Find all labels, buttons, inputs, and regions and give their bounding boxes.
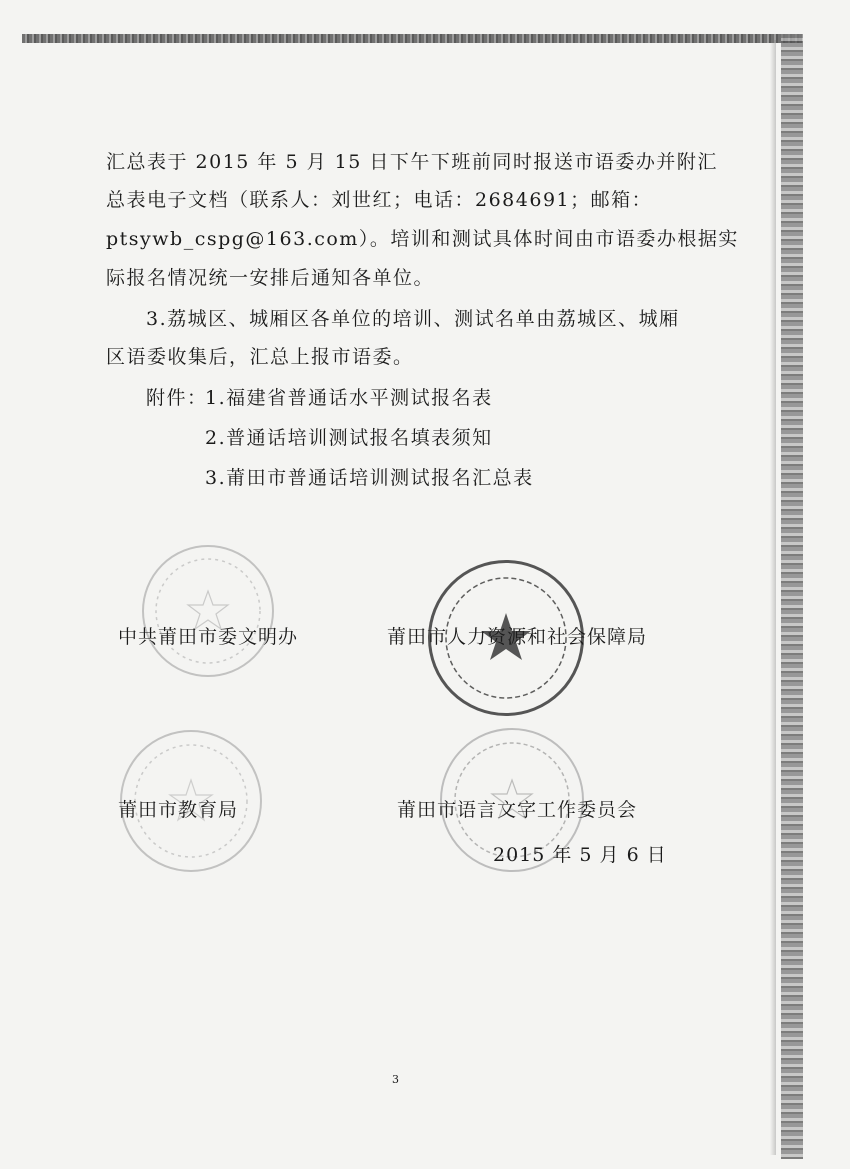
attachment-item: 1.福建省普通话水平测试报名表 xyxy=(205,387,493,409)
signer-hr-bureau: 莆田市人力资源和社会保障局 xyxy=(387,626,648,648)
scan-edge-right xyxy=(781,34,803,1159)
signer-language-committee: 莆田市语言文字工作委员会 xyxy=(397,799,638,821)
body-line: 区语委收集后，汇总上报市语委。 xyxy=(106,346,414,368)
body-line: 汇总表于 2015 年 5 月 15 日下午下班前同时报送市语委办并附汇 xyxy=(106,151,718,173)
signer-civilization-office: 中共莆田市委文明办 xyxy=(118,626,299,648)
body-line: 总表电子文档（联系人：刘世红；电话：2684691；邮箱： xyxy=(106,189,653,211)
scan-edge-top xyxy=(22,34,802,43)
page-number: 3 xyxy=(392,1073,399,1086)
body-line: 际报名情况统一安排后通知各单位。 xyxy=(106,267,435,289)
body-line: ptsywb_cspg@163.com）。培训和测试具体时间由市语委办根据实 xyxy=(106,228,739,250)
attachment-item: 3.莆田市普通话培训测试报名汇总表 xyxy=(205,467,534,489)
official-seal xyxy=(142,545,274,677)
attachment-item: 2.普通话培训测试报名填表须知 xyxy=(205,427,493,449)
body-line: 3.荔城区、城厢区各单位的培训、测试名单由荔城区、城厢 xyxy=(146,308,680,330)
document-date: 2015 年 5 月 6 日 xyxy=(493,844,667,866)
scan-shadow-right xyxy=(770,40,776,1155)
attachments-label: 附件： xyxy=(146,387,208,409)
signer-education-bureau: 莆田市教育局 xyxy=(118,799,239,821)
